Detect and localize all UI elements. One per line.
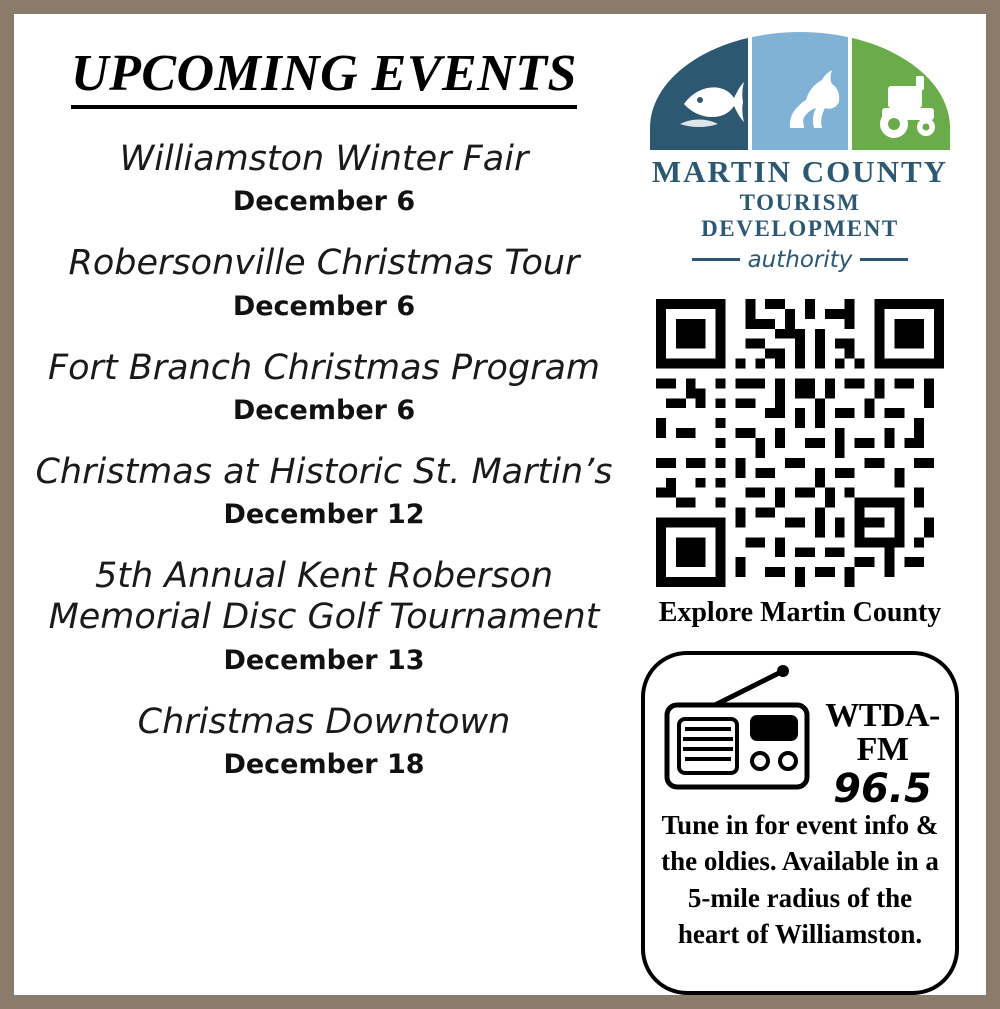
qr-caption: Explore Martin County bbox=[658, 596, 942, 628]
divider-left bbox=[692, 258, 740, 261]
list-item bbox=[24, 702, 624, 780]
list-item bbox=[24, 139, 624, 217]
event-date: December 13 bbox=[223, 644, 425, 676]
logo-title: MARTIN COUNTY bbox=[651, 154, 949, 189]
event-name: 5th Annual Kent Roberson Memorial Disc Golf Tournament bbox=[48, 556, 600, 638]
event-date: December 6 bbox=[232, 290, 416, 322]
poster-inner bbox=[14, 14, 986, 995]
page-title: UPCOMING EVENTS bbox=[71, 44, 577, 109]
list-item bbox=[24, 556, 624, 676]
event-date: December 18 bbox=[223, 749, 425, 781]
list-item bbox=[24, 243, 624, 321]
radio-icon bbox=[657, 665, 822, 800]
divider-right bbox=[860, 258, 908, 261]
radio-description: Tune in for event info & the oldies. Available in a 5-mile radius of the heart of Williamston. bbox=[661, 809, 939, 950]
logo-authority: authority bbox=[747, 246, 853, 273]
radio-card bbox=[641, 651, 959, 995]
event-name: Fort Branch Christmas Program bbox=[47, 347, 601, 388]
logo-subtitle: TOURISM DEVELOPMENT bbox=[701, 190, 899, 241]
radio-labels bbox=[822, 665, 943, 811]
martin-county-logo bbox=[650, 32, 950, 273]
list-item bbox=[24, 452, 624, 530]
sidebar-column bbox=[634, 14, 972, 995]
event-date: December 6 bbox=[232, 394, 416, 426]
qr-code-icon[interactable] bbox=[656, 299, 944, 587]
event-date: December 12 bbox=[223, 499, 425, 531]
event-name: Robersonville Christmas Tour bbox=[68, 243, 580, 284]
events-column bbox=[14, 14, 634, 995]
event-date: December 6 bbox=[232, 186, 416, 218]
radio-frequency: 96.5 bbox=[833, 765, 932, 812]
event-name: Christmas Downtown bbox=[137, 701, 511, 742]
logo-arc bbox=[650, 32, 950, 150]
list-item bbox=[24, 348, 624, 426]
logo-authority-row bbox=[650, 247, 950, 273]
radio-call-sign: WTDA-FM bbox=[825, 696, 940, 768]
radio-card-top bbox=[657, 665, 943, 812]
event-name: Christmas at Historic St. Martin’s bbox=[35, 451, 613, 492]
event-name: Williamston Winter Fair bbox=[119, 139, 529, 179]
